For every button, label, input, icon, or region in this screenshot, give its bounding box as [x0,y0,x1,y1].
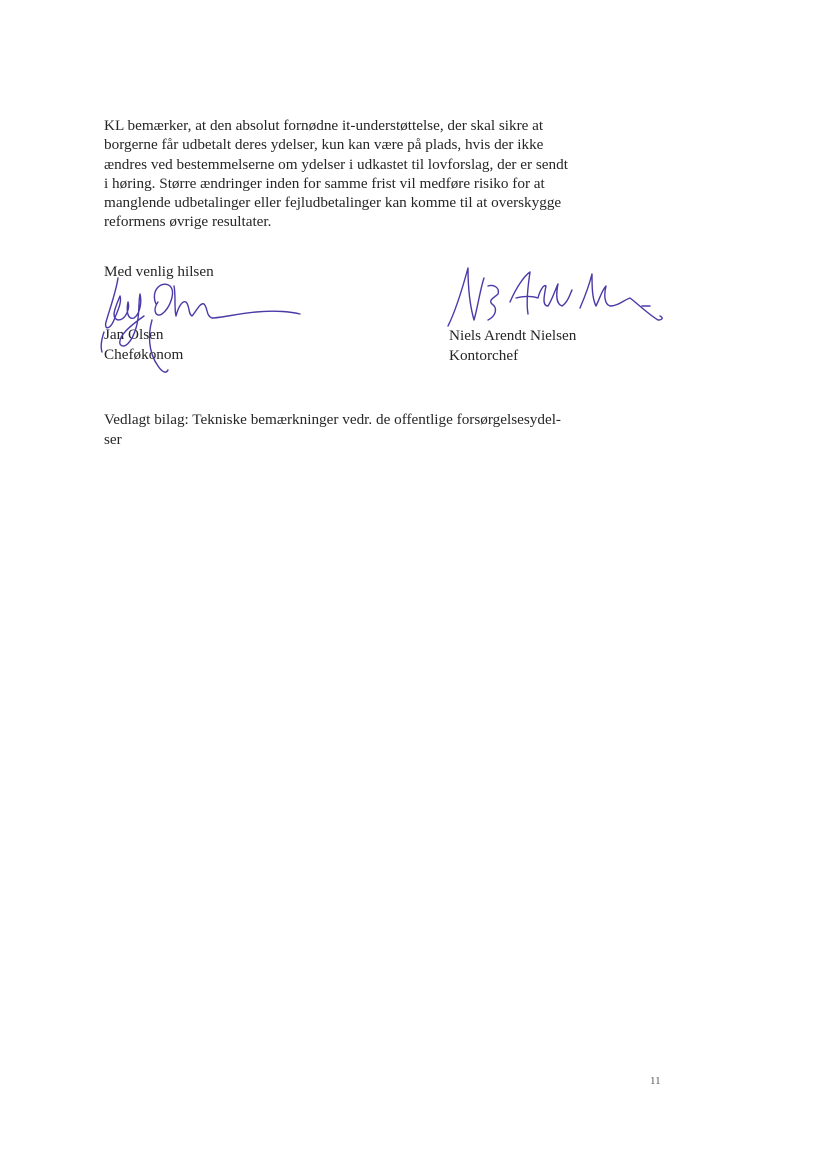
attachment-note [104,410,624,449]
body-line: manglende udbetalinger eller fejludbetalinger kan komme til at overskygge [104,194,562,212]
signatory-title: Kontorchef [449,347,519,364]
body-line: borgerne får udbetalt deres ydelser, kun kan være på plads, hvis der ikke [104,136,544,154]
handwritten-signature-right [444,262,666,340]
page-number: 11 [650,1075,661,1087]
signatory-name: Niels Arendt Nielsen [449,327,577,344]
body-paragraph [104,116,624,232]
body-line: KL bemærker, at den absolut fornødne it-understøttelse, der skal sikre at [104,117,544,134]
signatory-title: Cheføkonom [104,346,184,363]
body-line: ændres ved bestemmelserne om ydelser i udkastet til lovforslag, der er sendt [104,155,568,173]
signatory-name: Jan Olsen [104,326,164,343]
body-line: reformens øvrige resultater. [104,213,272,231]
closing-salutation: Med venlig hilsen [104,263,214,280]
handwritten-signature-left [96,272,306,384]
attachment-line: Vedlagt bilag: Tekniske bemærkninger vedr. de offentlige forsørgelsesydel- [104,411,561,428]
attachment-line: ser [104,430,122,448]
body-line: i høring. Større ændringer inden for samme frist vil medføre risiko for at [104,174,545,192]
